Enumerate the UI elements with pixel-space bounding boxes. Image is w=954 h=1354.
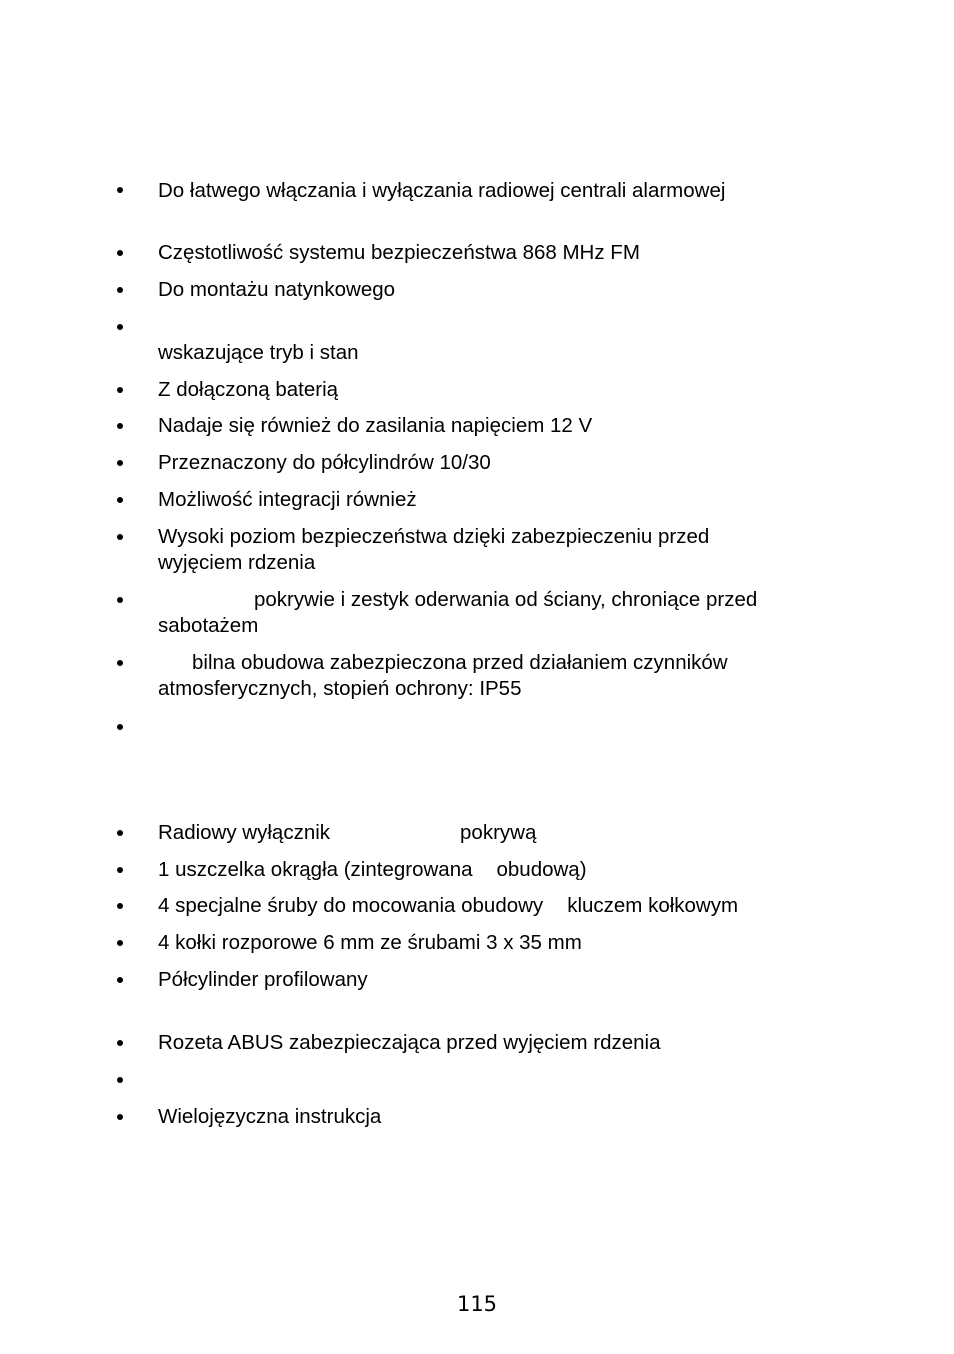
list-item <box>158 178 838 204</box>
list-item-text: Z dołączoną baterią <box>158 378 339 401</box>
list-item <box>158 857 838 883</box>
bullet-icon <box>115 321 125 331</box>
bullet-icon <box>115 594 125 604</box>
bullet-icon <box>115 420 125 430</box>
list-item-text: pokrywie i zestyk oderwania od ściany, chroniące przed <box>254 588 758 611</box>
list-item <box>158 413 838 439</box>
list-item <box>158 487 838 513</box>
list-item-text: kluczem kołkowym <box>567 894 739 917</box>
list-item-text: 1 uszczelka okrągła (zintegrowana <box>158 858 473 881</box>
bullet-icon <box>115 900 125 910</box>
bullet-icon <box>115 184 125 194</box>
bullet-icon <box>115 1074 125 1084</box>
list-item-text: Do łatwego włączania i wyłączania radiowej centrali alarmowej <box>158 179 726 202</box>
list-item-text: 4 kołki rozporowe 6 mm ze śrubami 3 x 35 mm <box>158 931 582 954</box>
bullet-icon <box>115 247 125 257</box>
list-item <box>158 587 838 639</box>
bullet-icon <box>115 1111 125 1121</box>
list-item <box>158 1030 838 1056</box>
list-item <box>158 450 838 476</box>
list-item-text: 4 specjalne śruby do mocowania obudowy <box>158 894 544 917</box>
list-item-text: sabotażem <box>158 614 259 637</box>
bullet-icon <box>115 1037 125 1047</box>
list-item-text: Wysoki poziom bezpieczeństwa dzięki zabezpieczeniu przed <box>158 525 710 548</box>
bullet-icon <box>115 284 125 294</box>
list-item <box>158 1104 838 1130</box>
bullet-icon <box>115 531 125 541</box>
list-item <box>158 377 838 403</box>
list-item-text: Nadaje się również do zasilania napięciem 12 V <box>158 414 593 437</box>
list-item <box>158 893 838 919</box>
list-item-text: pokrywą <box>460 821 537 844</box>
list-item <box>158 820 838 846</box>
list-item-text: Częstotliwość systemu bezpieczeństwa 868 MHz FM <box>158 241 640 264</box>
bullet-icon <box>115 657 125 667</box>
bullet-icon <box>115 937 125 947</box>
list-item <box>158 650 838 702</box>
list-item-text: obudową) <box>496 858 587 881</box>
bullet-icon <box>115 974 125 984</box>
list-item-text: atmosferycznych, stopień ochrony: IP55 <box>158 677 522 700</box>
list-item-text: Wielojęzyczna instrukcja <box>158 1105 382 1128</box>
list-item <box>158 240 838 266</box>
list-item-continuation <box>158 340 838 366</box>
list-item <box>158 930 838 956</box>
bullet-icon <box>115 384 125 394</box>
list-item-text: bilna obudowa zabezpieczona przed działaniem czynników <box>192 651 728 674</box>
list-item-text: wskazujące tryb i stan <box>158 341 359 364</box>
list-item <box>158 967 838 993</box>
list-item-text: Do montażu natynkowego <box>158 278 396 301</box>
bullet-icon <box>115 864 125 874</box>
list-item-text: Rozeta ABUS zabezpieczająca przed wyjęciem rdzenia <box>158 1031 661 1054</box>
list-item-text: wyjęciem rdzenia <box>158 551 316 574</box>
list-item <box>158 277 838 303</box>
bullet-icon <box>115 827 125 837</box>
list-item <box>158 524 838 576</box>
list-item-text: Przeznaczony do półcylindrów 10/30 <box>158 451 491 474</box>
list-item-text: Możliwość integracji również <box>158 488 417 511</box>
list-item-text: Półcylinder profilowany <box>158 968 368 991</box>
bullet-icon <box>115 721 125 731</box>
bullet-icon <box>115 494 125 504</box>
page-number: 115 <box>456 1292 498 1316</box>
list-item-text: Radiowy wyłącznik <box>158 821 331 844</box>
bullet-icon <box>115 457 125 467</box>
